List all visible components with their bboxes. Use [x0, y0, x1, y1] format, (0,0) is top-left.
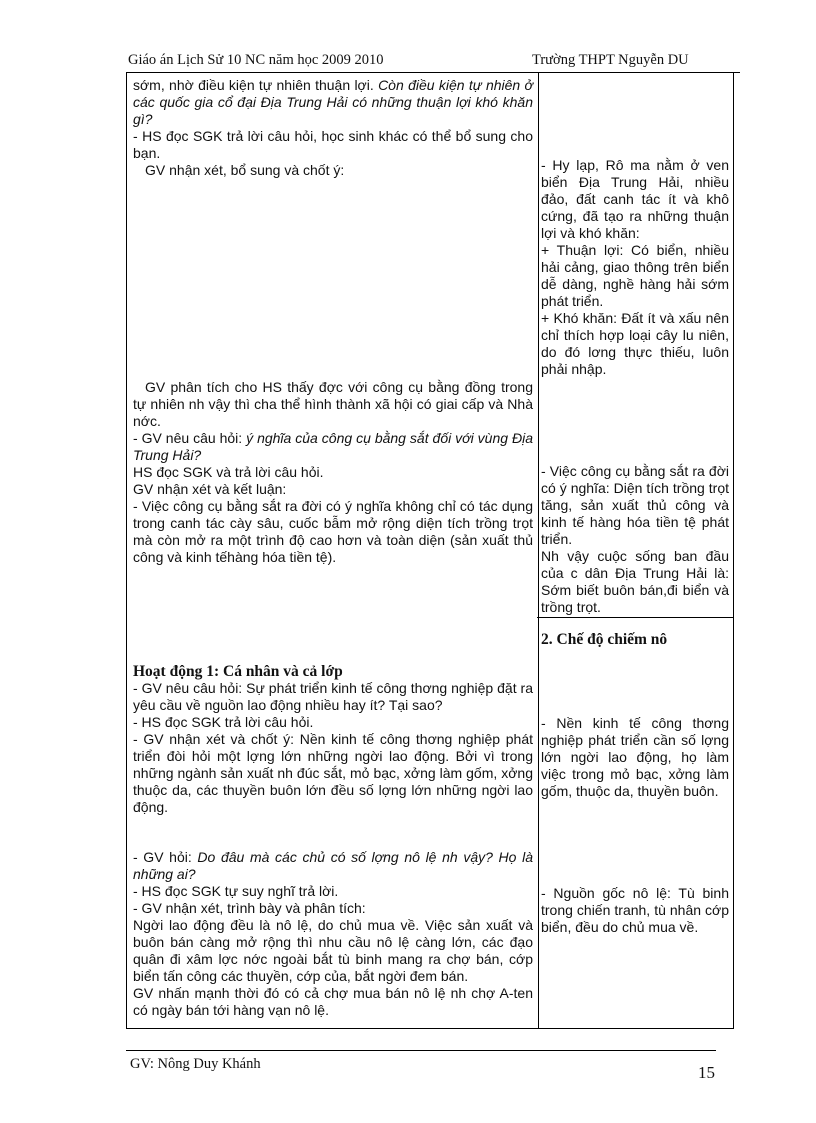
left-paragraph: - HS đọc SGK trả lời câu hỏi. — [133, 714, 314, 730]
row-divider — [537, 617, 733, 618]
left-paragraph — [133, 430, 533, 464]
left-block-2 — [133, 379, 533, 566]
right-block-3 — [541, 631, 729, 648]
left-block-1 — [133, 77, 533, 179]
text: sớm, nhờ điều kiện tự nhiên thuận lợi. — [133, 77, 379, 93]
activity-title: Hoạt động 1: Cá nhân và cả lớp — [133, 663, 343, 680]
left-paragraph: GV nhận xét và kết luận: — [133, 481, 287, 497]
right-block-4 — [541, 715, 729, 800]
footer-rule — [126, 1050, 716, 1051]
right-paragraph: - Việc công cụ bằng sắt ra đời có ý nghĩa: Diện tích trồng trọt tăng, sản xuất thủ công và kinh tế hàng hóa tiền tệ phát triển. — [541, 463, 729, 547]
right-paragraph: - Nguồn gốc nô lệ: Tù binh trong chiến tranh, tù nhân cớp biển, đều do chủ mua về. — [541, 885, 729, 935]
left-paragraph: - GV nhận xét, trình bày và phân tích: — [133, 900, 366, 916]
text: - GV hỏi: — [133, 849, 198, 865]
question-text: Do đâu mà các chủ có số lợng nô lệ nh vậy? Họ là những ai? — [133, 849, 533, 882]
header-left: Giáo án Lịch Sử 10 NC năm học 2009 2010 — [128, 52, 384, 68]
column-divider — [538, 73, 539, 1028]
left-block-4 — [133, 849, 533, 1019]
right-paragraph: - Nền kinh tế công thơng nghiệp phát triển cần số lợng lớn ngời lao động, họ làm việc trong mỏ bạc, xởng làm gốm, thuộc da, thuyền buôn. — [541, 715, 729, 799]
left-paragraph: HS đọc SGK và trả lời câu hỏi. — [133, 464, 324, 480]
section-title: 2. Chế độ chiếm nô — [541, 631, 668, 648]
left-paragraph: GV phân tích cho HS thấy đợc với công cụ bằng đồng trong tự nhiên nh vậy thì cha thể hình thành xã hội có giai cấp và Nhà nớc. — [133, 379, 533, 429]
content-table — [126, 72, 734, 1029]
left-paragraph: Ngời lao động đều là nô lệ, do chủ mua về. Việc sản xuất và buôn bán càng mở rộng thì nhu cầu nô lệ càng lớn, các đạo quân đi xâm lợc nớc ngoài bắt tù binh mang ra chợ bán, cớp biển tấn công các thuyền, cớp của, bắt ngời đem bán. — [133, 917, 533, 984]
right-block-2 — [541, 463, 729, 616]
left-paragraph: - Việc công cụ bằng sắt ra đời có ý nghĩa không chỉ có tác dụng trong canh tác cày sâu, cuốc bẫm mở rộng diện tích trồng trọt mà còn mở ra một trình độ cao hơn và toàn diện (sản xuất thủ công và kinh tếhàng hóa tiền tệ). — [133, 498, 533, 565]
page-number: 15 — [698, 1063, 715, 1082]
right-block-5 — [541, 885, 729, 936]
header-right: Trường THPT Nguyễn DU — [532, 52, 689, 68]
left-paragraph: GV nhận xét, bổ sung và chốt ý: — [145, 162, 345, 178]
right-paragraph: + Khó khăn: Đất ít và xấu nên chỉ thích hợp loại cây lu niên, do đó lơng thực thiếu, luôn phải nhập. — [541, 310, 729, 377]
right-paragraph: - Hy lạp, Rô ma nằm ở ven biển Địa Trung Hải, nhiều đảo, đất canh tác ít và khô cứng, đã tạo ra những thuận lợi và khó khăn: — [541, 157, 729, 241]
question-text: Còn điều kiện tự nhiên ở các quốc gia cổ đại Địa Trung Hải có những thuận lợi khó khăn gì? — [133, 77, 533, 127]
left-paragraph — [133, 77, 533, 128]
left-paragraph: GV nhấn mạnh thời đó có cả chợ mua bán nô lệ nh chợ A-ten có ngày bán tới hàng vạn nô lệ. — [133, 985, 533, 1018]
footer-teacher: GV: Nông Duy Khánh — [130, 1056, 261, 1072]
left-block-3 — [133, 663, 533, 816]
question-text: ý nghĩa của công cụ bằng sắt đối với vùng Địa Trung Hải? — [133, 430, 533, 463]
right-paragraph: Nh vậy cuộc sống ban đầu của c dân Địa Trung Hải là: Sớm biết buôn bán,đi biển và trồng trọt. — [541, 548, 729, 615]
left-paragraph: - HS đọc SGK tự suy nghĩ trả lời. — [133, 883, 339, 899]
text: - GV nêu câu hỏi: — [133, 430, 247, 446]
left-paragraph — [133, 849, 533, 883]
right-paragraph: + Thuận lợi: Có biển, nhiều hải cảng, giao thông trên biển dễ dàng, nghề hàng hải sớm phát triển. — [541, 242, 729, 309]
left-paragraph: - HS đọc SGK trả lời câu hỏi, học sinh khác có thể bổ sung cho bạn. — [133, 128, 533, 161]
left-paragraph: - GV nêu câu hỏi: Sự phát triển kinh tế công thơng nghiệp đặt ra yêu cầu về nguồn lao động nhiều hay ít? Tại sao? — [133, 680, 533, 713]
left-paragraph: - GV nhận xét và chốt ý: Nền kinh tế công thơng nghiệp phát triển đòi hỏi một lợng lớn những ngời lao động. Bởi vì trong những ngành sản xuất nh đúc sắt, mỏ bạc, xởng làm gốm, xởng thuộc da, các thuyền buôn lớn đều số lợng lớn những ngời lao động. — [133, 731, 533, 815]
right-block-1 — [541, 157, 729, 378]
